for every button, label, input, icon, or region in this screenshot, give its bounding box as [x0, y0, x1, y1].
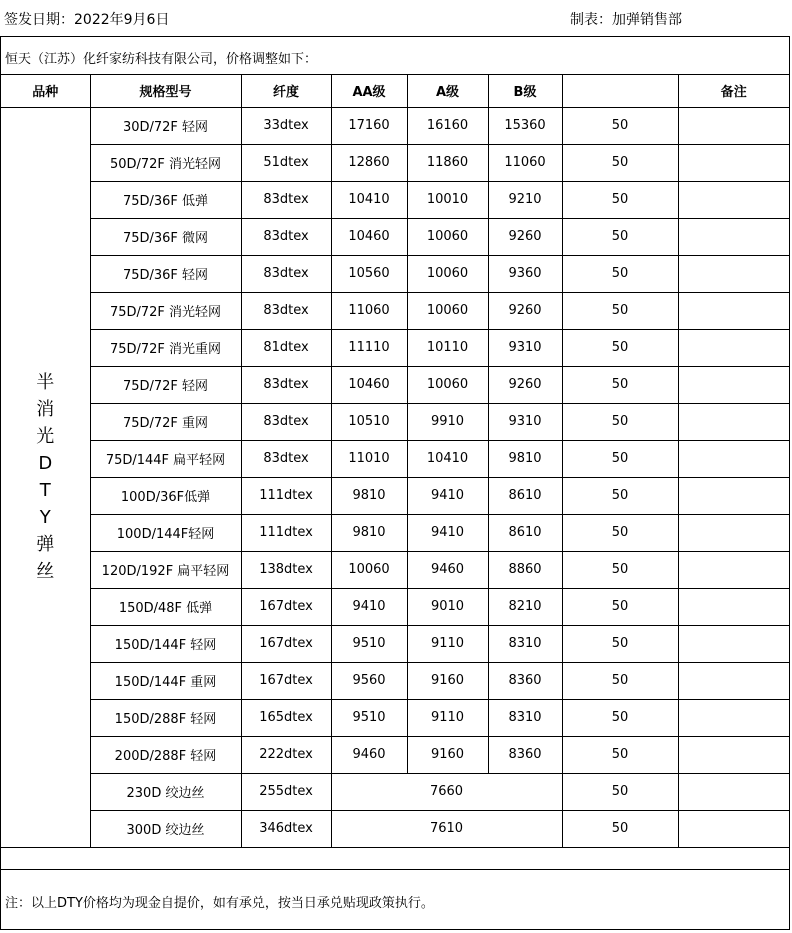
- extra-cell: 50: [562, 403, 678, 440]
- table-row: [1, 107, 789, 144]
- col-a-header: A级: [407, 75, 488, 107]
- col-remark: [678, 403, 789, 440]
- aa-price-cell: 9510: [331, 699, 407, 736]
- extra-cell: 50: [562, 366, 678, 403]
- b-price-cell: 9310: [488, 329, 562, 366]
- table-row: [1, 440, 789, 477]
- denier-cell: 167dtex: [241, 662, 331, 699]
- extra-cell: 50: [562, 810, 678, 847]
- table-row: [1, 181, 789, 218]
- extra-cell: 50: [562, 477, 678, 514]
- col-remark-header: 备注: [678, 75, 789, 107]
- spec-cell: 150D/288F 轻网: [90, 699, 241, 736]
- col-remark: [678, 329, 789, 366]
- aa-price-cell: 10060: [331, 551, 407, 588]
- denier-cell: 83dtex: [241, 218, 331, 255]
- col-remark: [678, 699, 789, 736]
- spec-cell: 200D/288F 轻网: [90, 736, 241, 773]
- aa-price-cell: 9510: [331, 625, 407, 662]
- a-price-cell: 16160: [407, 107, 488, 144]
- col-remark: [678, 514, 789, 551]
- extra-cell: 50: [562, 514, 678, 551]
- spec-cell: 120D/192F 扁平轻网: [90, 551, 241, 588]
- aa-price-cell: 9560: [331, 662, 407, 699]
- aa-price-cell: 10460: [331, 366, 407, 403]
- table-row: [1, 588, 789, 625]
- aa-price-cell: 10510: [331, 403, 407, 440]
- b-price-cell: 9260: [488, 292, 562, 329]
- table-row: [1, 736, 789, 773]
- spec-cell: 75D/144F 扁平轻网: [90, 440, 241, 477]
- col-remark: [678, 440, 789, 477]
- price-table: [1, 75, 789, 848]
- a-price-cell: 10060: [407, 366, 488, 403]
- b-price-cell: 8310: [488, 699, 562, 736]
- denier-cell: 167dtex: [241, 625, 331, 662]
- aa-price-cell: 10410: [331, 181, 407, 218]
- b-price-cell: 8310: [488, 625, 562, 662]
- a-price-cell: 11860: [407, 144, 488, 181]
- aa-price-cell: 9460: [331, 736, 407, 773]
- col-remark: [678, 810, 789, 847]
- denier-cell: 222dtex: [241, 736, 331, 773]
- a-price-cell: 9910: [407, 403, 488, 440]
- variety-label: 半消光DTY弹丝: [36, 372, 55, 582]
- spec-cell: 300D 绞边丝: [90, 810, 241, 847]
- a-price-cell: 9110: [407, 699, 488, 736]
- a-price-cell: 9110: [407, 625, 488, 662]
- spec-cell: 150D/144F 轻网: [90, 625, 241, 662]
- table-row: [1, 662, 789, 699]
- col-remark: [678, 477, 789, 514]
- spec-cell: 75D/72F 重网: [90, 403, 241, 440]
- col-aa-header: AA级: [331, 75, 407, 107]
- denier-cell: 167dtex: [241, 588, 331, 625]
- a-price-cell: 10060: [407, 292, 488, 329]
- denier-cell: 83dtex: [241, 181, 331, 218]
- footer-note-text: 注：以上DTY价格均为现金自提价，如有承兑，按当日承兑贴现政策执行。: [5, 896, 434, 911]
- denier-cell: 83dtex: [241, 255, 331, 292]
- spec-cell: 75D/72F 消光轻网: [90, 292, 241, 329]
- aa-price-cell: 9810: [331, 477, 407, 514]
- a-price-cell: 10060: [407, 255, 488, 292]
- col-remark: [678, 181, 789, 218]
- a-price-cell: 10060: [407, 218, 488, 255]
- col-remark: [678, 107, 789, 144]
- maker-label: 制表：加弹销售部: [570, 12, 682, 28]
- extra-cell: 50: [562, 588, 678, 625]
- aa-price-cell: 17160: [331, 107, 407, 144]
- aa-price-cell: 11010: [331, 440, 407, 477]
- b-price-cell: 8610: [488, 477, 562, 514]
- aa-price-cell: 12860: [331, 144, 407, 181]
- spec-cell: 75D/72F 消光重网: [90, 329, 241, 366]
- spec-cell: 30D/72F 轻网: [90, 107, 241, 144]
- a-price-cell: 9410: [407, 514, 488, 551]
- spec-cell: 75D/36F 微网: [90, 218, 241, 255]
- col-remark: [678, 218, 789, 255]
- extra-cell: 50: [562, 773, 678, 810]
- denier-cell: 255dtex: [241, 773, 331, 810]
- denier-cell: 138dtex: [241, 551, 331, 588]
- extra-cell: 50: [562, 144, 678, 181]
- denier-cell: 33dtex: [241, 107, 331, 144]
- merged-price-cell: 7610: [331, 810, 562, 847]
- b-price-cell: 9310: [488, 403, 562, 440]
- b-price-cell: 9210: [488, 181, 562, 218]
- denier-cell: 81dtex: [241, 329, 331, 366]
- spec-cell: 150D/144F 重网: [90, 662, 241, 699]
- col-remark: [678, 625, 789, 662]
- b-price-cell: 15360: [488, 107, 562, 144]
- aa-price-cell: 10560: [331, 255, 407, 292]
- col-remark: [678, 292, 789, 329]
- col-spec-header: 规格型号: [90, 75, 241, 107]
- a-price-cell: 10110: [407, 329, 488, 366]
- b-price-cell: 8360: [488, 736, 562, 773]
- col-remark: [678, 144, 789, 181]
- b-price-cell: 9810: [488, 440, 562, 477]
- denier-cell: 83dtex: [241, 403, 331, 440]
- merged-price-cell: 7660: [331, 773, 562, 810]
- extra-cell: 50: [562, 292, 678, 329]
- aa-price-cell: 11060: [331, 292, 407, 329]
- extra-cell: 50: [562, 440, 678, 477]
- col-remark: [678, 662, 789, 699]
- denier-cell: 165dtex: [241, 699, 331, 736]
- table-header-row: [1, 75, 789, 107]
- table-row: [1, 329, 789, 366]
- b-price-cell: 11060: [488, 144, 562, 181]
- col-remark: [678, 366, 789, 403]
- table-row: [1, 255, 789, 292]
- a-price-cell: 10010: [407, 181, 488, 218]
- spec-cell: 230D 绞边丝: [90, 773, 241, 810]
- extra-cell: 50: [562, 181, 678, 218]
- company-line: [1, 37, 789, 75]
- b-price-cell: 9260: [488, 218, 562, 255]
- col-remark: [678, 736, 789, 773]
- extra-cell: 50: [562, 218, 678, 255]
- denier-cell: 83dtex: [241, 292, 331, 329]
- table-row: [1, 625, 789, 662]
- document-header: [0, 0, 792, 36]
- table-row: [1, 366, 789, 403]
- issue-date: 签发日期：2022年9月6日: [4, 12, 170, 28]
- table-row: [1, 292, 789, 329]
- spec-cell: 50D/72F 消光轻网: [90, 144, 241, 181]
- a-price-cell: 10410: [407, 440, 488, 477]
- table-row: [1, 403, 789, 440]
- price-sheet: [0, 36, 790, 930]
- col-variety-header: 品种: [1, 75, 90, 107]
- a-price-cell: 9160: [407, 736, 488, 773]
- table-row: [1, 773, 789, 810]
- extra-cell: 50: [562, 625, 678, 662]
- footer-note: [1, 869, 789, 929]
- aa-price-cell: 9810: [331, 514, 407, 551]
- aa-price-cell: 9410: [331, 588, 407, 625]
- col-remark: [678, 588, 789, 625]
- denier-cell: 83dtex: [241, 366, 331, 403]
- b-price-cell: 8860: [488, 551, 562, 588]
- variety-cell: [1, 107, 90, 847]
- col-denier-header: 纤度: [241, 75, 331, 107]
- spec-cell: 75D/36F 低弹: [90, 181, 241, 218]
- denier-cell: 51dtex: [241, 144, 331, 181]
- denier-cell: 83dtex: [241, 440, 331, 477]
- b-price-cell: 9260: [488, 366, 562, 403]
- col-remark: [678, 255, 789, 292]
- spec-cell: 150D/48F 低弹: [90, 588, 241, 625]
- table-row: [1, 514, 789, 551]
- denier-cell: 111dtex: [241, 514, 331, 551]
- spec-cell: 100D/144F轻网: [90, 514, 241, 551]
- table-row: [1, 810, 789, 847]
- extra-cell: 50: [562, 736, 678, 773]
- extra-cell: 50: [562, 551, 678, 588]
- b-price-cell: 9360: [488, 255, 562, 292]
- a-price-cell: 9410: [407, 477, 488, 514]
- b-price-cell: 8360: [488, 662, 562, 699]
- extra-cell: 50: [562, 107, 678, 144]
- b-price-cell: 8210: [488, 588, 562, 625]
- extra-cell: 50: [562, 255, 678, 292]
- denier-cell: 111dtex: [241, 477, 331, 514]
- a-price-cell: 9010: [407, 588, 488, 625]
- spec-cell: 75D/36F 轻网: [90, 255, 241, 292]
- b-price-cell: 8610: [488, 514, 562, 551]
- table-row: [1, 144, 789, 181]
- table-row: [1, 477, 789, 514]
- col-extra-header: [562, 75, 678, 107]
- aa-price-cell: 11110: [331, 329, 407, 366]
- col-remark: [678, 773, 789, 810]
- extra-cell: 50: [562, 662, 678, 699]
- table-row: [1, 218, 789, 255]
- denier-cell: 346dtex: [241, 810, 331, 847]
- col-b-header: B级: [488, 75, 562, 107]
- table-row: [1, 699, 789, 736]
- spec-cell: 100D/36F低弹: [90, 477, 241, 514]
- extra-cell: 50: [562, 699, 678, 736]
- spec-cell: 75D/72F 轻网: [90, 366, 241, 403]
- a-price-cell: 9160: [407, 662, 488, 699]
- company-text: 恒天（江苏）化纤家纺科技有限公司，价格调整如下：: [5, 52, 318, 67]
- aa-price-cell: 10460: [331, 218, 407, 255]
- a-price-cell: 9460: [407, 551, 488, 588]
- extra-cell: 50: [562, 329, 678, 366]
- table-row: [1, 551, 789, 588]
- col-remark: [678, 551, 789, 588]
